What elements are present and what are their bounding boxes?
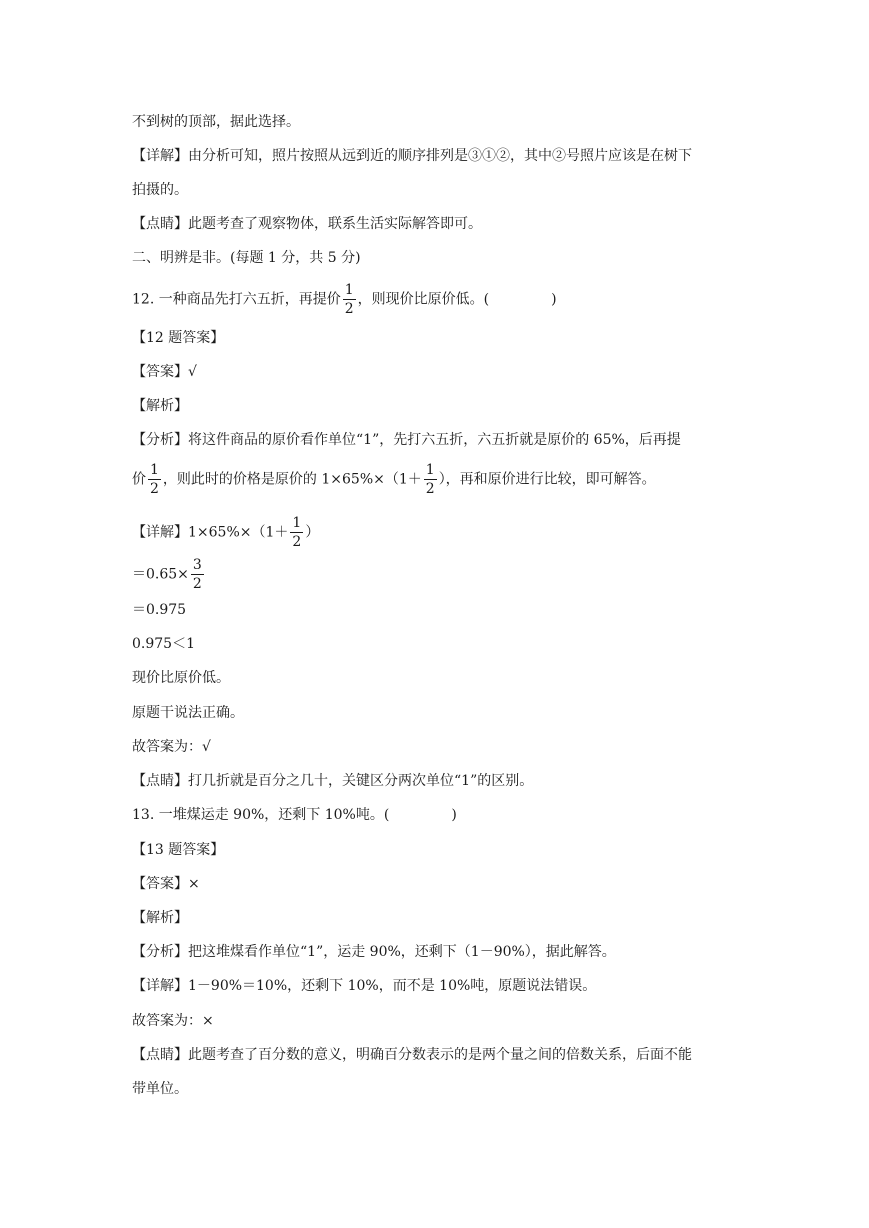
text-line: 【详解】由分析可知，照片按照从远到近的顺序排列是③①②，其中②号照片应该是在树下 [132, 148, 692, 164]
solution-text: 【详解】1×65%×（1＋ $\frac{1}{2}$ ） [132, 515, 320, 550]
fraction: $\frac{3}{2}$ [192, 557, 202, 592]
question-13: 13. 一堆煤运走 90%，还剩下 10%吨。( ) [132, 807, 457, 823]
question-text: ，则现价比原价低。( [357, 291, 490, 308]
answer: 【答案】√ [132, 364, 197, 380]
solution-text: 【详解】1－90%＝10%，还剩下 10%，而不是 10%吨，原题说法错误。 [132, 978, 597, 994]
fraction: $\frac{1}{2}$ [292, 515, 302, 550]
section-heading: 二、明辨是非。(每题 1 分，共 5 分) [132, 250, 361, 266]
analysis-text: 【分析】将这件商品的原价看作单位“1”，先打六五折，六五折就是原价的 65%，后再提 [132, 432, 681, 448]
fraction: $\frac{1}{2}$ [344, 282, 354, 317]
solution-step: ＝0.65× $\frac{3}{2}$ [132, 557, 202, 592]
analysis-heading: 【解析】 [132, 910, 188, 926]
answer: 【答案】× [132, 876, 200, 892]
comment: 带单位。 [132, 1081, 188, 1097]
text-line: 不到树的顶部，据此选择。 [132, 114, 300, 130]
solution-step: 0.975＜1 [132, 636, 195, 652]
question-12 [132, 281, 557, 318]
question-text: 12. 一种商品先打六五折，再提价 [132, 291, 341, 308]
question-text: ) [551, 291, 557, 308]
fraction: $\frac{1}{2}$ [150, 462, 159, 497]
comment: 【点睛】打几折就是百分之几十，关键区分两次单位“1”的区别。 [132, 773, 534, 789]
final-answer: 故答案为：√ [132, 739, 211, 755]
text-line: 拍摄的。 [132, 182, 188, 198]
solution-step: ＝0.975 [132, 602, 187, 618]
analysis-text: 价 $\frac{1}{2}$ ，则此时的价格是原价的 1×65%×（1＋ $\frac{1}{2}$ ），再和原价进行比较，即可解答。 [132, 462, 656, 497]
comment: 【点睛】此题考查了百分数的意义，明确百分数表示的是两个量之间的倍数关系，后面不能 [132, 1047, 692, 1063]
answer-title: 【12 题答案】 [132, 330, 225, 346]
text-line: 【点睛】此题考查了观察物体，联系生活实际解答即可。 [132, 216, 482, 232]
analysis-text: 【分析】把这堆煤看作单位“1”，运走 90%，还剩下（1－90%），据此解答。 [132, 944, 616, 960]
solution-step: 现价比原价低。 [132, 670, 230, 686]
answer-title: 【13 题答案】 [132, 842, 225, 858]
fraction: $\frac{1}{2}$ [425, 462, 435, 497]
analysis-heading: 【解析】 [132, 398, 188, 414]
solution-step: 原题干说法正确。 [132, 705, 244, 721]
final-answer: 故答案为：× [132, 1013, 214, 1029]
